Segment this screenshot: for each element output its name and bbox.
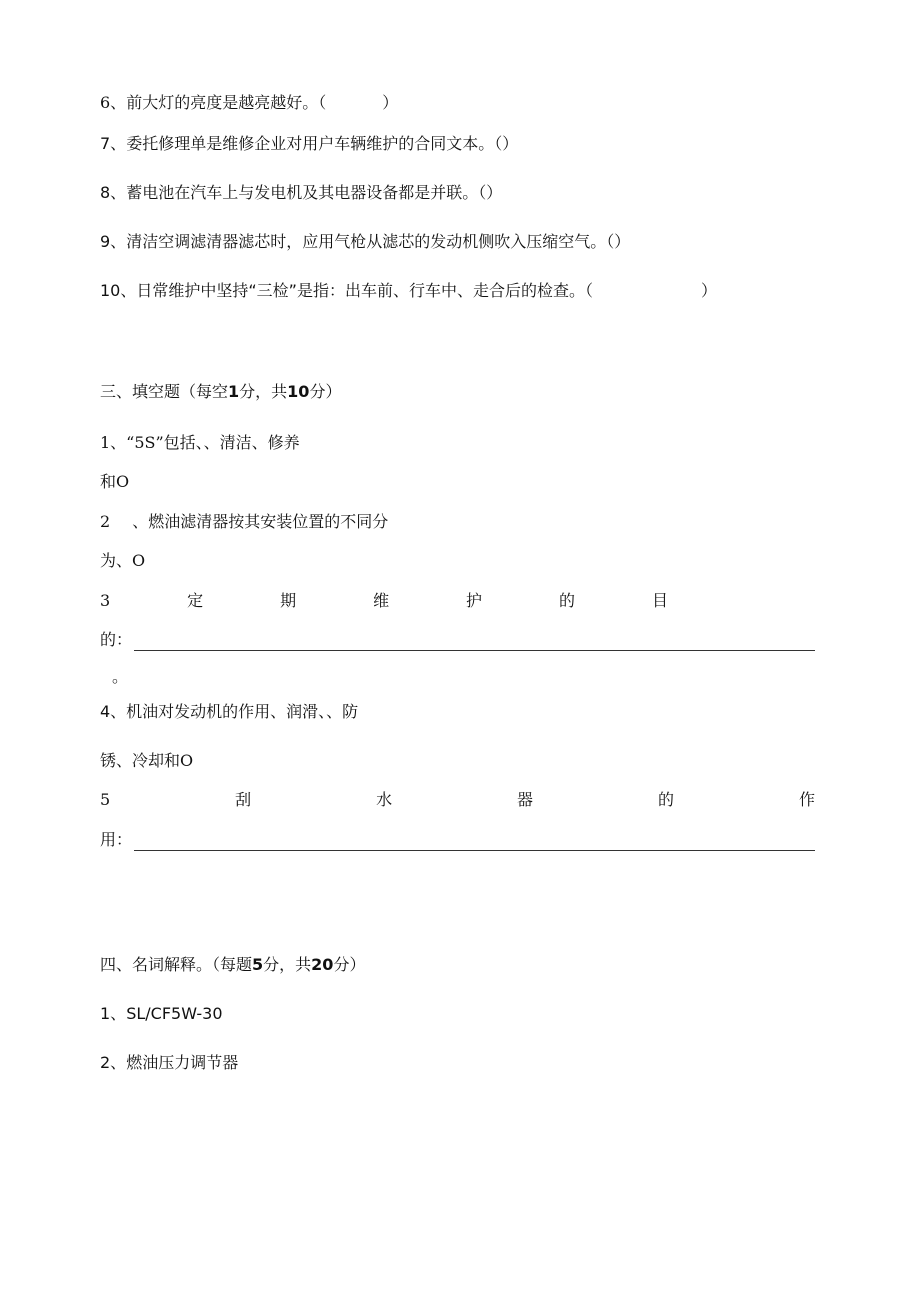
question-number: 9、 [100,232,127,251]
fill-question-5-line2 [100,829,815,851]
heading-score-total: 20 [311,955,334,974]
heading-score-each: 1 [228,382,240,401]
question-number: 3 [100,591,111,610]
tf-question-8 [100,182,502,204]
spread-char: 器 [517,790,534,809]
heading-text: 分） [309,382,342,401]
question-number: 8、 [100,183,127,202]
spread-char: 的 [657,790,674,809]
question-number: 5 [100,790,111,809]
question-number: 7、 [100,134,127,153]
answer-bracket-close: ） [382,93,399,112]
section-four-heading [100,954,365,976]
fill-question-2-line2: 为、O [100,551,146,570]
fill-question-1-line2: 和O [100,472,130,491]
question-number: 1、 [100,1004,127,1023]
answer-underline[interactable] [134,832,815,851]
spread-char: 护 [466,591,483,610]
question-text: 燃油压力调节器 [126,1053,239,1072]
fill-question-5-line1 [100,789,815,811]
heading-text: 分） [333,955,366,974]
heading-text: 分，共 [263,955,312,974]
tf-question-10 [100,280,717,302]
fill-question-4-line2: 锈、冷却和O [100,751,194,770]
question-number: 6、 [100,93,127,112]
question-text: 清洁空调滤清器滤芯时，应用气枪从滤芯的发动机侧吹入压缩空气。（） [126,232,631,251]
answer-label: 的： [100,630,133,649]
heading-score-total: 10 [287,382,310,401]
answer-bracket-close: ） [700,281,717,300]
fill-question-2-line1 [100,511,388,533]
question-text: SL/CF5W-30 [126,1004,223,1023]
tf-question-9 [100,231,630,253]
spread-char: 维 [373,591,390,610]
spread-char: 作 [798,790,815,809]
question-text: 前大灯的亮度是越亮越好。（ [126,93,327,112]
answer-underline[interactable] [134,632,815,651]
question-text: 、燃油滤清器按其安装位置的不同分 [132,512,389,531]
tf-question-7 [100,133,518,155]
heading-text: 分，共 [239,382,288,401]
spread-char: 定 [187,591,204,610]
fill-question-3-end: 。 [112,667,129,686]
fill-question-1-line1: 1、“5S”包括、、清洁、修养 [100,433,300,452]
spread-char: 的 [559,591,576,610]
heading-score-each: 5 [252,955,264,974]
answer-label: 用： [100,830,133,849]
term-question-2 [100,1052,238,1074]
question-number: 10、 [100,281,137,300]
spread-char: 刮 [235,790,252,809]
question-text: 日常维护中坚持“三检”是指：出车前、行车中、走合后的检查。（ [136,281,593,300]
question-text: 蓄电池在汽车上与发电机及其电器设备都是并联。（） [126,183,503,202]
fill-question-3-line1 [100,590,815,612]
section-three-heading [100,381,341,403]
question-number: 2 [100,512,111,531]
question-text: 委托修理单是维修企业对用户车辆维护的合同文本。（） [126,134,519,153]
heading-text: 三、填空题（每空 [100,382,229,401]
spread-char: 期 [280,591,297,610]
spread-char: 水 [376,790,393,809]
fill-question-4-line1: 4、机油对发动机的作用、润滑、、防 [100,702,359,721]
heading-text: 四、名词解释。（每题 [100,955,253,974]
tf-question-6 [100,92,398,114]
fill-question-3-line2 [100,629,815,651]
term-question-1 [100,1003,223,1025]
spread-char: 目 [651,591,668,610]
question-number: 2、 [100,1053,127,1072]
